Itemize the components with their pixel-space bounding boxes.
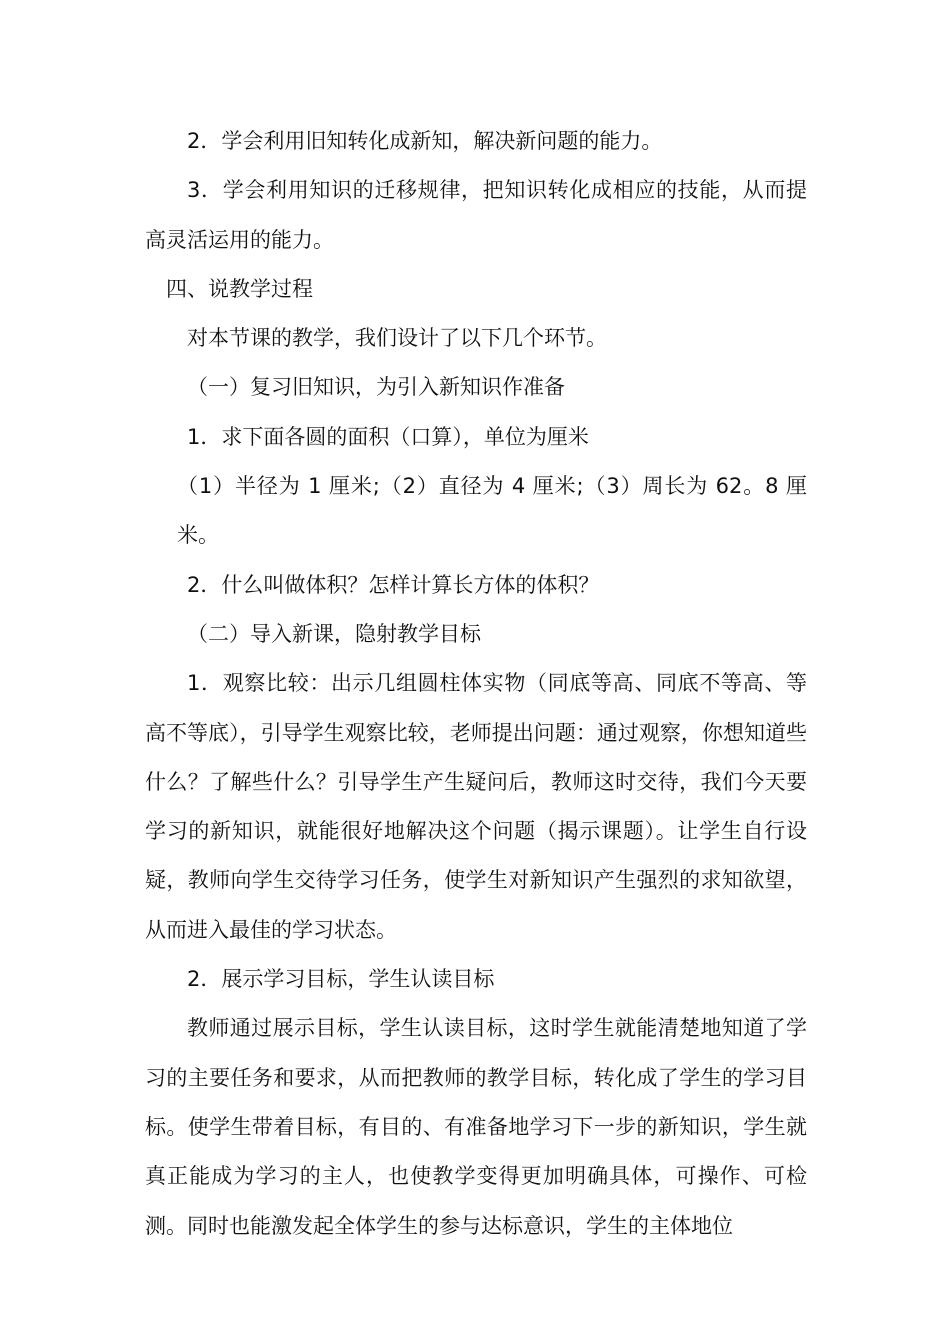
- paragraph-intro: 对本节课的教学，我们设计了以下几个环节。: [187, 326, 607, 351]
- document-body: [145, 117, 807, 1251]
- paragraph-review-2: 2．什么叫做体积？怎样计算长方体的体积？: [187, 572, 600, 597]
- paragraph-observe: 1．观察比较：出示几组圆柱体实物（同底等高、同底不等高、等高不等底），引导学生观察比较，老师提出问题：通过观察，你想知道些什么？了解些什么？引导学生产生疑问后，教师这时交待，我们今天要学习的新知识，就能很好地解决这个问题（揭示课题）。让学生自行设疑，教师向学生交待学习任务，使学生对新知识产生强烈的求知欲望，从而进入最佳的学习状态。: [145, 671, 807, 942]
- paragraph-goal-2: 2．学会利用旧知转化成新知，解决新问题的能力。: [187, 129, 663, 153]
- subheading-new-lesson: （二）导入新课，隐射教学目标: [187, 621, 481, 646]
- paragraph-review-items: （1）半径为 1 厘米;（2）直径为 4 厘米;（3）周长为 62。8 厘米。: [177, 474, 807, 548]
- subheading-review: （一）复习旧知识，为引入新知识作准备: [187, 375, 565, 400]
- section-heading-teaching-process: 四、说教学过程: [166, 276, 313, 301]
- paragraph-goal-3: 3．学会利用知识的迁移规律，把知识转化成相应的技能，从而提高灵活运用的能力。: [145, 178, 807, 252]
- paragraph-show-goals: 2．展示学习目标，学生认读目标: [187, 967, 495, 992]
- paragraph-review-1: 1．求下面各圆的面积（口算），单位为厘米: [187, 424, 589, 449]
- paragraph-goal-explanation: 教师通过展示目标，学生认读目标，这时学生就能清楚地知道了学习的主要任务和要求，从而把教师的教学目标，转化成了学生的学习目标。使学生带着目标，有目的、有准备地学习下一步的新知识，学生就真正能成为学习的主人，也使教学变得更加明确具体，可操作、可检测。同时也能激发起全体学生的参与达标意识，学生的主体地位: [145, 1016, 807, 1238]
